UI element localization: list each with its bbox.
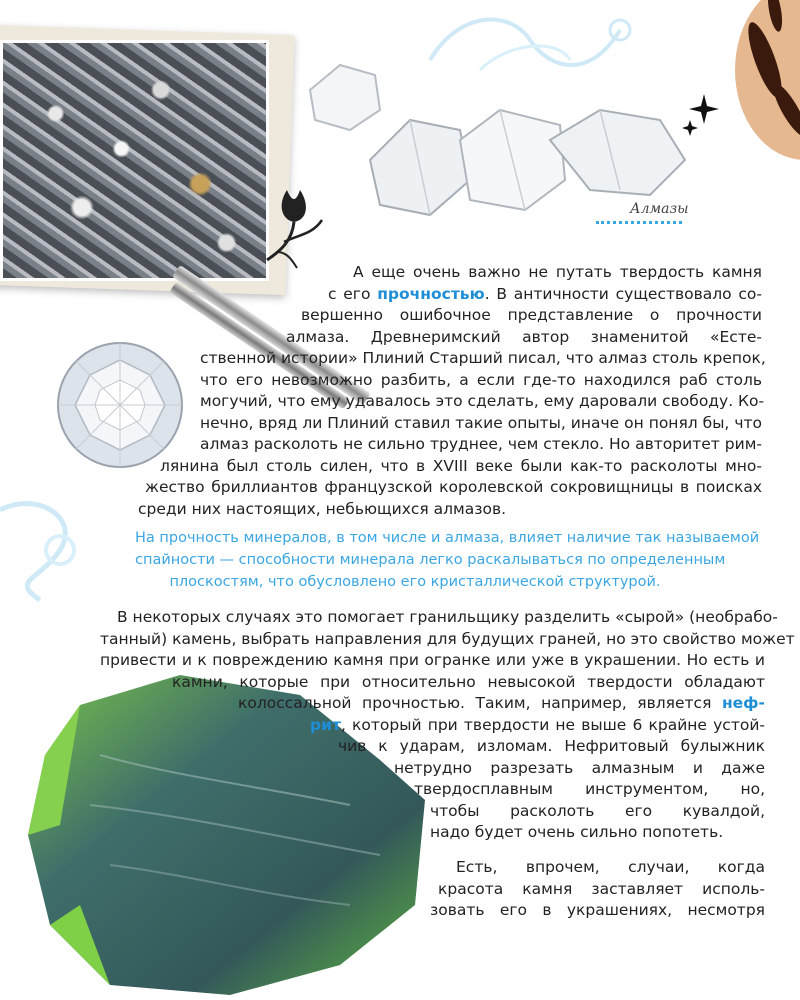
text-line: вершенно ошибочное представление о прочности bbox=[301, 306, 762, 324]
text-line: чтобы расколоть его кувалдой, bbox=[430, 801, 765, 820]
pull-quote-line: На прочность минералов, в том числе и алмаза, влияет наличие так называемой bbox=[135, 530, 760, 546]
text-fragment: . В античности существовало со- bbox=[484, 284, 762, 303]
text-line: Есть, впрочем, случаи, когда bbox=[456, 858, 765, 876]
image-caption: Алмазы bbox=[630, 201, 689, 217]
paragraph-cleavage bbox=[100, 607, 795, 844]
term-strength: прочностью bbox=[377, 284, 485, 303]
text-fragment: , который при твердости не выше 6 крайне устой- bbox=[340, 715, 765, 734]
pull-quote-line: спайности — способности минерала легко раскалываться по определенным bbox=[135, 552, 726, 568]
text-line: алмаза. Древнеримский автор знаменитой «Есте- bbox=[286, 327, 762, 346]
text-line: надо будет очень сильно попотеть. bbox=[430, 823, 724, 841]
paragraph-beauty bbox=[430, 857, 765, 922]
text-fragment: с его bbox=[328, 284, 378, 303]
term-jade: рит bbox=[310, 715, 341, 734]
text-line: могучий, что ему удавалось это сделать, ему даровали свободу. Ко- bbox=[200, 392, 765, 410]
text-line: алмаз расколоть не сильно труднее, чем стекло. Но авторитет рим- bbox=[200, 435, 762, 453]
text-line: танный) камень, выбрать направления для будущих граней, но это свойство может bbox=[100, 629, 795, 648]
text-line: зовать его в украшениях, несмотря bbox=[430, 901, 765, 919]
text-line: красота камня заставляет исполь- bbox=[438, 879, 765, 898]
text-line bbox=[310, 715, 765, 737]
text-line: лянина был столь силен, что в XVIII веке были как-то расколоты мно- bbox=[160, 456, 762, 475]
pull-quote-line: плоскостям, что обусловлено его кристаллической структурой. bbox=[169, 574, 661, 590]
rough-diamonds-photo bbox=[0, 40, 269, 281]
pull-quote bbox=[135, 527, 760, 593]
text-line: ственной истории» Плиний Старший писал, что алмаз столь крепок, bbox=[200, 349, 766, 367]
text-line bbox=[328, 284, 762, 306]
text-line: жество бриллиантов французской королевской сокровищницы в поисках bbox=[145, 478, 762, 496]
amber-sphere-image bbox=[735, 0, 800, 160]
text-fragment: колоссальной прочностью. Таким, например, является bbox=[238, 694, 722, 712]
term-jade: неф- bbox=[721, 694, 765, 712]
text-line: что его невозможно разбить, а если где-то находился раб столь bbox=[200, 370, 762, 389]
text-line bbox=[238, 693, 765, 715]
paragraph-strength bbox=[138, 262, 766, 520]
text-line: твердосплавным инструментом, но, bbox=[414, 780, 765, 798]
caption-underline bbox=[596, 221, 682, 224]
text-line: В некоторых случаях это помогает гранильщику разделить «сырой» (необрабо- bbox=[117, 608, 778, 626]
text-line: среди них настоящих, небьющихся алмазов. bbox=[138, 499, 507, 518]
text-line: нетрудно разрезать алмазным и даже bbox=[394, 758, 765, 777]
text-line: камни, которые при относительно невысокой твердости обладают bbox=[172, 672, 765, 691]
clear-crystals-image bbox=[300, 50, 700, 220]
brilliant-diamond-image bbox=[55, 340, 185, 470]
text-line: нечно, вряд ли Плиний ставил такие опыты, иначе он понял бы, что bbox=[200, 413, 762, 432]
text-line: привести и к повреждению камня при огранке или уже в украшении. Но есть и bbox=[100, 651, 765, 669]
text-line: А еще очень важно не путать твердость камня bbox=[353, 263, 762, 281]
swirl-ornament-left bbox=[0, 470, 140, 610]
text-line: чив к ударам, изломам. Нефритовый булыжник bbox=[338, 737, 765, 755]
sparkle-icon bbox=[682, 92, 722, 137]
